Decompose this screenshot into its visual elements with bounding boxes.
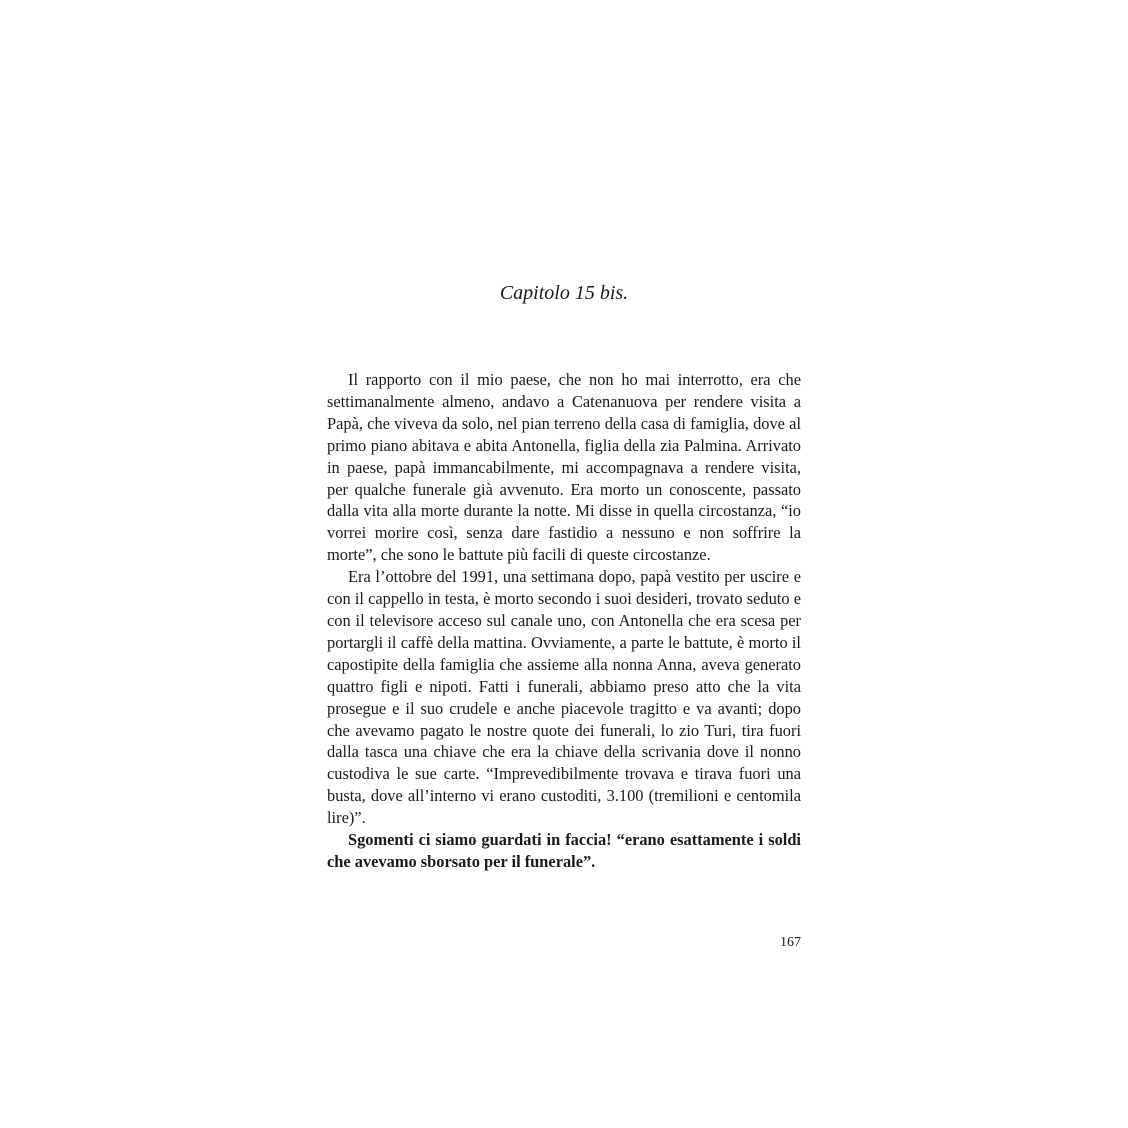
paragraph: Il rapporto con il mio paese, che non ho mai interrotto, era che settimanalmente almeno, andavo a Catenanuova per rendere visita a Papà, che viveva da solo, nel pian terreno della casa di famiglia, dove al primo piano abitava e abita Antonella, figlia della zia Palmina. Arrivato in paese, papà immancabilmente, mi accompagnava a rendere visita, per qualche funerale già avvenuto. Era morto un conoscente, passato dalla vita alla morte durante la notte. Mi disse in quella circostanza, “io vorrei morire così, senza dare fastidio a nessuno e non soffrire la morte”, che sono le battute più facili di queste circostanze. — [327, 370, 801, 565]
paragraph-bold-conclusion: Sgomenti ci siamo guardati in faccia! “erano esattamente i soldi che avevamo sborsato per il funerale”. — [327, 830, 801, 871]
paragraph: Era l’ottobre del 1991, una settimana dopo, papà vestito per uscire e con il cappello in testa, è morto secondo i suoi desideri, trovato seduto e con il televisore acceso sul canale uno, con Antonella che era scesa per portargli il caffè della mattina. Ovviamente, a parte le battute, è morto il capostipite della famiglia che assieme alla nonna Anna, aveva generato quattro figli e nipoti. Fatti i funerali, abbiamo preso atto che la vita prosegue e il suo crudele e anche piacevole tragitto e va avanti; dopo che avevamo pagato le nostre quote dei funerali, lo zio Turi, tira fuori dalla tasca una chiave che era la chiave della scrivania dove il nonno custodiva le sue carte. “Imprevedibilmente trovava e tirava fuori una busta, dove all’interno vi erano custoditi, 3.100 (tremilioni e centomila lire)”. — [327, 567, 801, 828]
page-number: 167 — [780, 935, 801, 950]
chapter-body — [327, 369, 801, 873]
chapter-title: Capitolo 15 bis. — [499, 282, 629, 304]
